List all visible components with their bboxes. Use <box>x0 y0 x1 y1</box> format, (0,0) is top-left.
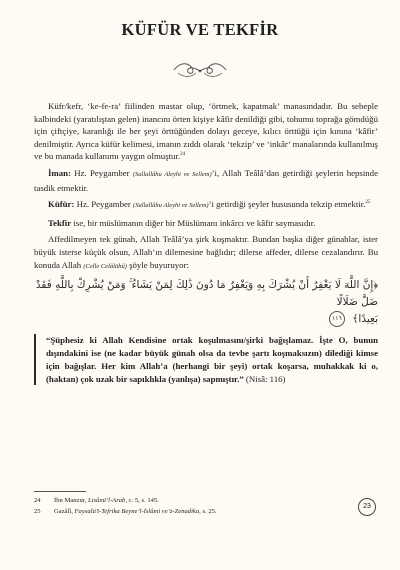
verse-source: (Nisâ: 116) <box>243 373 286 384</box>
arabic-verse-line-1: ﴿إِنَّ اللَّهَ لَا يَغْفِرُ أَنْ يُشْرَكَ بِهِ وَيَغْفِرُ مَا دُونَ ذَٰلِكَ لِمَنْ يَشَاءُ ۚ وَمَنْ يُشْرِكْ بِاللَّهِ فَقَدْ ضَلَّ ضَلَالًا <box>35 279 378 309</box>
verse-number-badge: ١١٦ <box>329 311 345 327</box>
definition-iman: İman: Hz. Peygamber (Sallallâhu Aleyhi ve Sellem)’i, Allah Teâlâ’dan getirdiği şeylerin hepsinde tasdik etmektir. <box>34 167 378 193</box>
paragraph-kufur-definition: Küfr/kefr, ‘ke-fe-ra’ fiilinden mastar olup, ‘örtmek, kapatmak’ manasındadır. Bu sebeple kalbindeki (yaratılıştan gelen) inancını örten kişiye kâfir denildiği gibi, tohumu toprağa gömdüğü için çiftçiye, karanlığı ile her şeyi örttüğünden dolayı geceye, kılıcı örttüğü için kınına ‘kâfir’ denilmiştir. Ayrıca küfür kelimesi, imanın zıddı olarak ‘tekzip’ ve ‘inkâr’ manalarında kullanılmış ve bu manada kullanımı yaygın olmuştur.$^{24}$ <box>34 101 378 162</box>
page-title: KÜFÜR VE TEKFİR <box>121 20 279 39</box>
footnote-ref-24[interactable]: 24 <box>180 152 186 158</box>
term-iman: İman: <box>48 167 71 178</box>
footnote-divider <box>34 491 86 492</box>
term-kufur: Küfür: <box>48 199 75 210</box>
footnotes <box>34 496 364 517</box>
verse-translation-text: “Şüphesiz ki Allah Kendisine ortak koşulmasını/şirki bağışlamaz. İşte O, bunun dışındakini ise (ne kadar büyük günah olsa da tevbe şartı koşmaksızın) dilediği kimse için bağışlar. Her kim Allah’a (herhangi bir şeyi) ortak koşarsa, muhakkak ki o, (haktan) çok uzak bir sapıklıkla (yanlışa) sapmıştır.” <box>46 335 378 384</box>
verse-translation <box>34 334 378 385</box>
page-number: 23 <box>358 498 376 516</box>
salawat-note: (Sallallâhu Aleyhi ve Sellem) <box>132 170 212 178</box>
definition-tekfir: Tekfir ise, bir müslümanın diğer bir Müslümanı inkârcı ve kâfir saymasıdır. <box>48 217 316 228</box>
body-text <box>34 100 378 385</box>
celle-note: (Celle Celâlühû) <box>83 262 127 270</box>
salawat-note: (Sallallâhu Aleyhi ve Sellem) <box>133 202 209 210</box>
footnote-ref-25[interactable]: 25 <box>365 200 371 206</box>
definition-kufur: Küfür: Hz. Peygamber (Sallallâhu Aleyhi ve Sellem)’i getirdiği şeyler hususunda tekzip etmektir.$^{25}$ <box>48 199 371 210</box>
arabic-verse-line-2: بَعِيدًا﴾ ١١٦ <box>34 311 378 328</box>
footnote-25: 25 Gazâlî, Faysalü’t-Tefrika Beyne’l-İslâmi ve’z-Zenadika, s. 25. <box>34 507 217 515</box>
arabic-verse <box>34 277 378 328</box>
term-tekfir: Tekfir <box>48 217 72 228</box>
flourish-ornament-icon <box>170 60 230 80</box>
footnote-24: 24 İbn Manzur, Lisânü’l-Arab, c. 5, s. 145. <box>34 497 159 504</box>
paragraph-shirk: Affedilmeyen tek günah, Allah Teâlâ’ya şirk koşmaktır. Bundan başka diğer günahlar, ister büyük isterse küçük olsun, Allah’ın dilemesine bağlıdır; dilerse affeder, dilerse cezalandırır. Bu konuda Allah (Celle Celâlühû) şöyle buyuruyor: <box>34 234 378 270</box>
